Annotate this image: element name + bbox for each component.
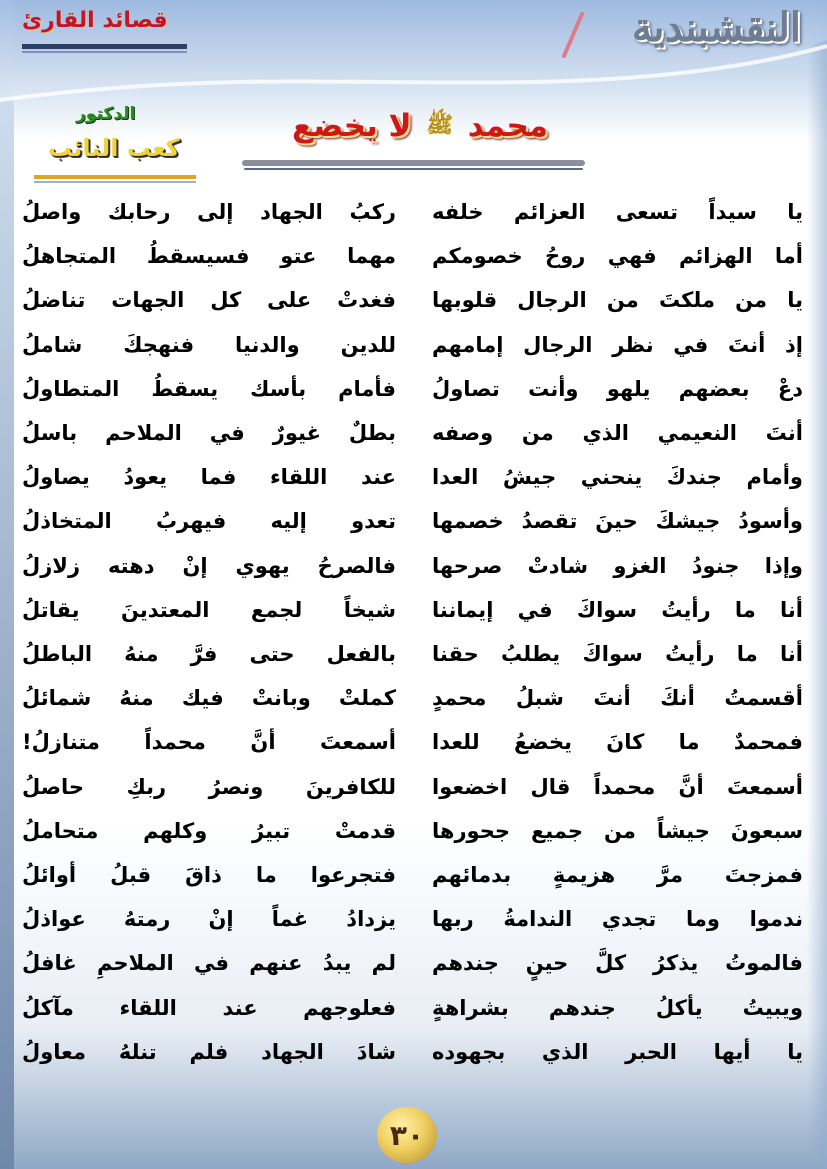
first-hemistich: أقسمتُ أنكَ أنتَ شبلُ محمدٍ (432, 686, 803, 711)
second-hemistich: تعدو إليه فيهربُ المتخاذلُ (22, 509, 396, 534)
magazine-title: النقشبندية (631, 4, 801, 51)
second-hemistich: فأمام بأسك يسقطُ المتطاولُ (22, 376, 396, 401)
verse-row (0, 809, 827, 853)
second-hemistich: بطلٌ غيورٌ في الملاحم باسلُ (22, 421, 396, 445)
first-hemistich: وإذا جنودُ الغزو شادتْ صرحها (432, 553, 803, 578)
second-hemistich: فالصرحُ يهوي إنْ دهته زلازلُ (22, 553, 396, 578)
first-hemistich: ويبيتُ يأكلُ جندهم بشراهةٍ (432, 995, 803, 1020)
first-hemistich: وأسودُ جيشكَ حينَ تقصدُ خصمها (432, 509, 803, 534)
second-hemistich: فتجرعوا ما ذاقَ قبلُ أوائلُ (22, 863, 396, 887)
second-hemistich: أسمعتَ أنَّ محمداً متنازلُ! (22, 730, 396, 755)
page-number-badge (377, 1107, 437, 1163)
verse-row (0, 499, 827, 543)
section-title: قصائد القارئ (22, 8, 168, 33)
verse-row (0, 765, 827, 809)
first-hemistich: فمزجتَ مرَّ هزيمةٍ بدمائهم (432, 863, 803, 887)
second-hemistich: يزدادُ غماً إنْ رمتهُ عواذلُ (22, 907, 396, 932)
first-hemistich: أسمعتَ أنَّ محمداً قال اخضعوا (432, 774, 803, 799)
first-hemistich: أنا ما رأيتُ سواكَ في إيماننا (432, 597, 803, 622)
verse-row (0, 676, 827, 720)
verse-row (0, 367, 827, 411)
author-prefix: الدكتور (76, 104, 136, 124)
verse-row (0, 941, 827, 985)
slash-ornament (560, 10, 586, 60)
first-hemistich: يا من ملكتَ من الرجال قلوبها (432, 288, 803, 313)
verse-row (0, 897, 827, 941)
first-hemistich: ندموا وما تجدي الندامةُ ربها (432, 907, 803, 932)
author-underline (34, 175, 196, 179)
first-hemistich: يا أيها الحبر الذي بجهوده (432, 1039, 803, 1064)
verse-row (0, 323, 827, 367)
section-underline (22, 44, 187, 49)
second-hemistich: ركبُ الجهاد إلى رحابك واصلُ (22, 200, 396, 224)
article-title-second: لا يخضع (292, 108, 412, 144)
verse-row (0, 455, 827, 499)
verse-row (0, 853, 827, 897)
second-hemistich: كملتْ وبانتْ فيك منهُ شمائلُ (22, 686, 396, 711)
first-hemistich: سبعونَ جيشاً من جميع جحورها (432, 818, 803, 843)
article-title-first: محمد (467, 108, 548, 144)
verse-row (0, 278, 827, 322)
first-hemistich: فالموتُ يذكرُ كلَّ حينٍ جندهم (432, 951, 803, 976)
second-hemistich: شيخاً لجمع المعتدينَ يقاتلُ (22, 597, 396, 622)
first-hemistich: يا سيداً تسعى العزائم خلفه (432, 200, 803, 224)
second-hemistich: قدمتْ تبيرُ وكلهم متحاملُ (22, 818, 396, 843)
second-hemistich: عند اللقاء فما يعودُ يصاولُ (22, 465, 396, 490)
first-hemistich: فمحمدٌ ما كانَ يخضعُ للعدا (432, 730, 803, 755)
author-name: كعب النائب (48, 134, 180, 162)
second-hemistich: لم يبدُ عنهم في الملاحمِ غافلُ (22, 951, 396, 976)
verse-row (0, 588, 827, 632)
title-underline (242, 160, 585, 166)
verse-row (0, 544, 827, 588)
verse-row (0, 411, 827, 455)
verse-row (0, 632, 827, 676)
second-hemistich: مهما عتو فسيسقطُ المتجاهلُ (22, 244, 396, 269)
verse-row (0, 190, 827, 234)
second-hemistich: للدين والدنيا فنهجكَ شاملُ (22, 332, 396, 357)
second-hemistich: شادَ الجهاد فلم تنلهُ معاولُ (22, 1039, 396, 1064)
second-hemistich: بالفعل حتى فرَّ منهُ الباطلُ (22, 642, 396, 666)
first-hemistich: إذ أنتَ في نظر الرجال إمامهم (432, 332, 803, 357)
verse-row (0, 1030, 827, 1074)
article-title (292, 108, 548, 144)
second-hemistich: فغدتْ على كل الجهات تناضلُ (22, 288, 396, 313)
verse-row (0, 720, 827, 764)
second-hemistich: للكافرينَ ونصرُ ربكِ حاصلُ (22, 774, 396, 799)
author-underline-thin (34, 181, 196, 183)
verse-row (0, 234, 827, 278)
page-number: ٣٠ (389, 1118, 425, 1152)
verse-row (0, 986, 827, 1030)
first-hemistich: وأمام جندكَ ينحني جيشُ العدا (432, 465, 803, 490)
first-hemistich: دعْ بعضهم يلهو وأنت تصاولُ (432, 376, 803, 401)
section-underline-thin (22, 51, 187, 53)
second-hemistich: فعلوجهم عند اللقاء مآكلُ (22, 995, 396, 1020)
pbuh-seal-icon: ﷺ (426, 113, 453, 138)
first-hemistich: أما الهزائم فهي روحُ خصومكم (432, 244, 803, 269)
first-hemistich: أنا ما رأيتُ سواكَ يطلبُ حقنا (432, 642, 803, 666)
first-hemistich: أنتَ النعيمي الذي من وصفه (432, 421, 803, 445)
